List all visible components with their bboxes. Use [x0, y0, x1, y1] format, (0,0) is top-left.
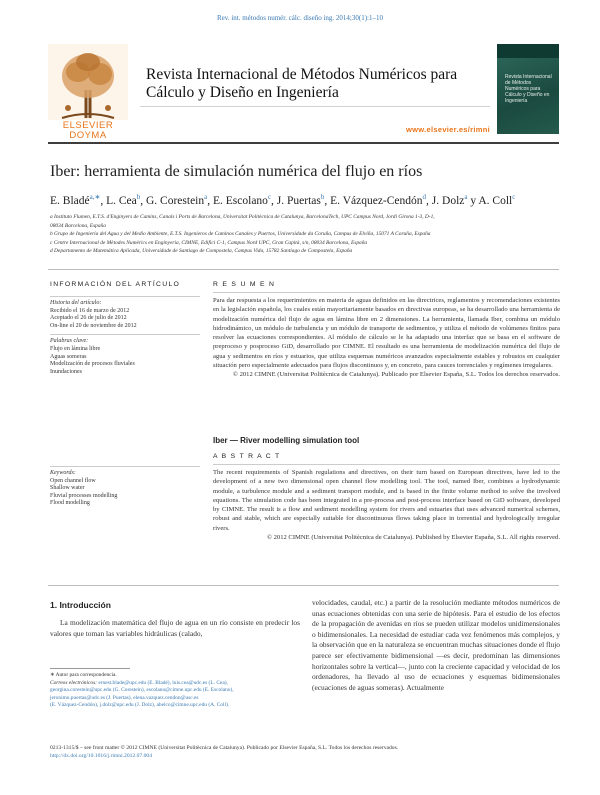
- intro-left-paragraph: La modelización matemática del flujo de agua en un río consiste en predecir los valores que toman las variables hidráulicas (calado,: [50, 618, 300, 638]
- doi-link[interactable]: http://dx.doi.org/10.1016/j.rimni.2012.07.004: [50, 753, 152, 759]
- abstract-es-copyright: © 2012 CIMNE (Universitat Politècnica de Catalunya). Publicado por Elsevier España, S.L. Todos los derechos reservados.: [232, 371, 560, 379]
- author-name[interactable]: E. Escolano: [213, 194, 268, 207]
- author-name[interactable]: J. Puertas: [276, 194, 321, 207]
- publisher-subname: DOYMA: [69, 130, 107, 141]
- keyword-item: Flood modelling: [50, 500, 90, 507]
- abstract-en-text: The recent requirements of Spanish regulations and directives, on their turn based on European directives, have led to the development of a new two dimensional open channel flow modelling tool. The tool, named Iber, combines a hydrodynamic module, a turbulence module and a sediment transport module, and is based in the finite volume method to solve the involved equations. The simulation code has been integrated in a pre-process and post-process interface based on GiD software, developed by CIMNE. The result is a flow and sediment modelling system for rivers and estuaries that uses advanced numerical schemes, robust and stable, which are especially suitable for discontinuous flows taking place in torrential and hydrologically irregular rivers.: [213, 469, 560, 532]
- affiliations: [50, 213, 560, 256]
- resumen-heading: R E S U M E N: [213, 281, 276, 288]
- author-affil-mark[interactable]: c: [512, 193, 516, 201]
- section-heading-introduction: 1. Introducción: [50, 600, 111, 610]
- info-divider: [50, 334, 200, 335]
- affiliation-line: a Instituto Flumen, E.T.S. d'Enginyers de Camins, Canals i Ports de Barcelona, Universitat Politècnica de Catalunya, BarcelonaTech, UPC Campus Nord, Jordi Girona 1-3, D-1,: [50, 214, 435, 220]
- keyword-item: Aguas someras: [50, 353, 87, 360]
- publisher-logo-text: [44, 121, 132, 141]
- article-info-heading: INFORMACIÓN DEL ARTÍCULO: [50, 281, 181, 288]
- section-divider: [48, 269, 559, 270]
- intro-right-paragraph: velocidades, caudal, etc.) a partir de la resolución mediante métodos numéricos de unas ecuaciones obtenidas con una serie de hipótesis. Para el estudio de los efectos de la propagación de avenidas en ríos se pueden utilizar modelos unidimensionales o bidimensionales. La necesidad de estudiar cada vez fenómenos más complejos, y la observación que en la naturaleza se encuentran muchas situaciones donde el flujo parece ser efectivamente bidimensional —es decir, predominan las dimensiones horizontales sobre la vertical—, junto con la creciente capacidad y velocidad de los ordenadores, ha llevado al uso de ecuaciones y esquemas bidimensionales (ecuaciones de aguas someras). Actualmente: [312, 598, 560, 692]
- affiliation-line: 08034 Barcelona, España: [50, 222, 106, 229]
- keywords-es-label: Palabras clave:: [50, 338, 89, 345]
- email-links[interactable]: georgina.corestein@upc.edu (G. Corestein), escolano@cimne.upc.edu (E. Escolano),: [50, 687, 234, 694]
- keyword-item: Inundaciones: [50, 368, 82, 375]
- section-divider: [48, 585, 559, 586]
- issn-line: 0213-1315/$ – see front matter © 2012 CIMNE (Universitat Politècnica de Catalunya). Publicado por Elsevier España, S.L. Todos los derechos reservados.: [50, 745, 399, 751]
- footnotes: [50, 672, 300, 710]
- journal-citation: Rev. int. métodos numér. cálc. diseño ing. 2014;30(1):1–10: [217, 14, 383, 22]
- abstract-divider: [213, 292, 560, 293]
- author-affil-mark[interactable]: b: [320, 193, 325, 201]
- keyword-item: Fluvial processes modelling: [50, 492, 118, 499]
- author-list: E. Bladé$^{a,∗}$, L. Cea$^b$, G. Corestein$^a$, E. Escolano$^c$, J. Puertas$^b$, E. Vázquez-Cendón$^d$, J. Dolz$^a$ y A. Coll$^c$: [50, 193, 516, 207]
- keyword-item: Open channel flow: [50, 477, 96, 484]
- author-name[interactable]: E. Bladé: [50, 194, 90, 207]
- author-name[interactable]: G. Corestein: [146, 194, 205, 207]
- author-name[interactable]: J. Dolz: [431, 194, 465, 207]
- info-divider: [50, 296, 200, 297]
- journal-cover-image: [497, 44, 559, 134]
- abstract-es-text: Para dar respuesta a los requerimientos en materia de aguas definidos en las directrices, reglamentos y recomendaciones existentes en la legislación española, los cuales están mayoritariamente basados en directivas europeas, se ha desarrollado una herramienta de modelización numérica del flujo de agua en lámina libre en 2 dimensiones. La herramienta, llamada Iber, combina un módulo hidrodinámico, un módulo de turbulencia y un módulo de transporte de sedimentos, y utiliza el método de volúmenes finitos para resolver las ecuaciones correspondientes. Al módulo de cálculo se le ha adaptado una interfaz que se basa en el software de preproceso y posproceso GiD, desarrollado por CIMNE. El resultado es una herramienta de modelización numérica del flujo de agua y sedimentos en ríos y estuarios, que utiliza esquemas numéricos avanzados especialmente estables y robustos en cualquier situación pero especialmente adecuados para flujos discontinuos y, en concreto, para cauces torrenciales y regímenes irregulares.: [213, 297, 560, 370]
- abstract-en: [213, 468, 560, 542]
- author-name[interactable]: L. Cea: [106, 194, 137, 207]
- abstract-es: [213, 296, 560, 380]
- footnote-divider: [50, 668, 130, 669]
- keyword-item: Flujo en lámina libre: [50, 345, 101, 352]
- cover-text: Revista Internacional de Métodos Numéricos para Cálculo y Diseño en Ingeniería: [505, 74, 552, 104]
- journal-title-line1: Revista Internacional de Métodos Numéricos para: [146, 66, 458, 83]
- author-name[interactable]: E. Vázquez-Cendón: [330, 194, 423, 207]
- history-item: Recibido el 16 de marzo de 2012: [50, 307, 130, 314]
- email-links[interactable]: ernest.blade@upc.edu (E. Bladé), luis.cea@udc.es (L. Cea),: [98, 679, 228, 686]
- keyword-item: Shallow water: [50, 485, 85, 492]
- history-item: On-line el 20 de noviembre de 2012: [50, 322, 137, 329]
- author-affil-mark[interactable]: a: [464, 193, 468, 201]
- affiliation-line: d Departamento de Matemática Aplicada, Universidade de Santiago de Compostela, Campus Vida, 15782 Santiago de Compostela, España: [50, 248, 353, 254]
- email-links[interactable]: jeronimo.puertas@udc.es (J. Puertas), elena.vazquez.cendon@usc.es: [50, 694, 199, 701]
- article-info: [50, 292, 200, 376]
- author-affil-mark[interactable]: b: [136, 193, 141, 201]
- header-divider: [140, 106, 490, 107]
- history-label: Historia del artículo:: [50, 300, 102, 306]
- cover-band: [497, 44, 559, 58]
- abstract-divider: [213, 464, 560, 465]
- affiliation-line: b Grupo de Ingeniería del Agua y del Medio Ambiente, E.T.S. Ingenieros de Caminos Canales y Puertos, Universidade da Coruña, Campus de Elviña, 15071 A Coruña, España: [50, 231, 431, 237]
- affiliation-line: c Centre Internacional de Mètodes Numèrics en Enginyeria, CIMNE, Edifici C-1, Campus Nord UPC, Gran Capità, s/n, 08034 Barcelona, España: [50, 239, 368, 246]
- info-divider: [50, 466, 200, 467]
- author-affil-mark[interactable]: a: [204, 193, 208, 201]
- email-links[interactable]: (E. Vázquez-Cendón), j.dolz@upc.edu (J. Dolz), abelco@cimne.upc.edu (A. Coll).: [50, 702, 230, 709]
- history-item: Aceptado el 26 de julio de 2012: [50, 315, 127, 322]
- corresponding-author-note: ∗ Autor para correspondencia.: [50, 672, 117, 678]
- publication-info: [50, 744, 560, 760]
- keywords-en-label: Keywords:: [50, 470, 76, 476]
- author-affil-mark[interactable]: a,∗: [89, 193, 101, 201]
- author-affil-mark[interactable]: c: [267, 193, 272, 201]
- emails-label: Correos electrónicos:: [50, 679, 97, 686]
- header-bottom-bar: [48, 142, 559, 144]
- journal-title-line2: Cálculo y Diseño en Ingeniería: [146, 84, 339, 101]
- english-title: Iber — River modelling simulation tool: [213, 436, 360, 445]
- journal-url-link[interactable]: www.elsevier.es/rimni: [406, 125, 490, 134]
- author-affil-mark[interactable]: d: [422, 193, 427, 201]
- article-title: Iber: herramienta de simulación numérica del flujo en ríos: [50, 163, 423, 180]
- keyword-item: Modelización de procesos fluviales: [50, 361, 135, 368]
- publisher-name: ELSEVIER: [62, 120, 114, 131]
- abstract-en-copyright: © 2012 CIMNE (Universitat Politècnica de Catalunya). Published by Elsevier España, S.L. All rights reserved.: [266, 534, 560, 542]
- author-name[interactable]: A. Coll: [478, 194, 513, 207]
- abstract-heading: A B S T R A C T: [213, 453, 281, 460]
- keywords-en: [50, 466, 200, 508]
- journal-title: [146, 66, 457, 102]
